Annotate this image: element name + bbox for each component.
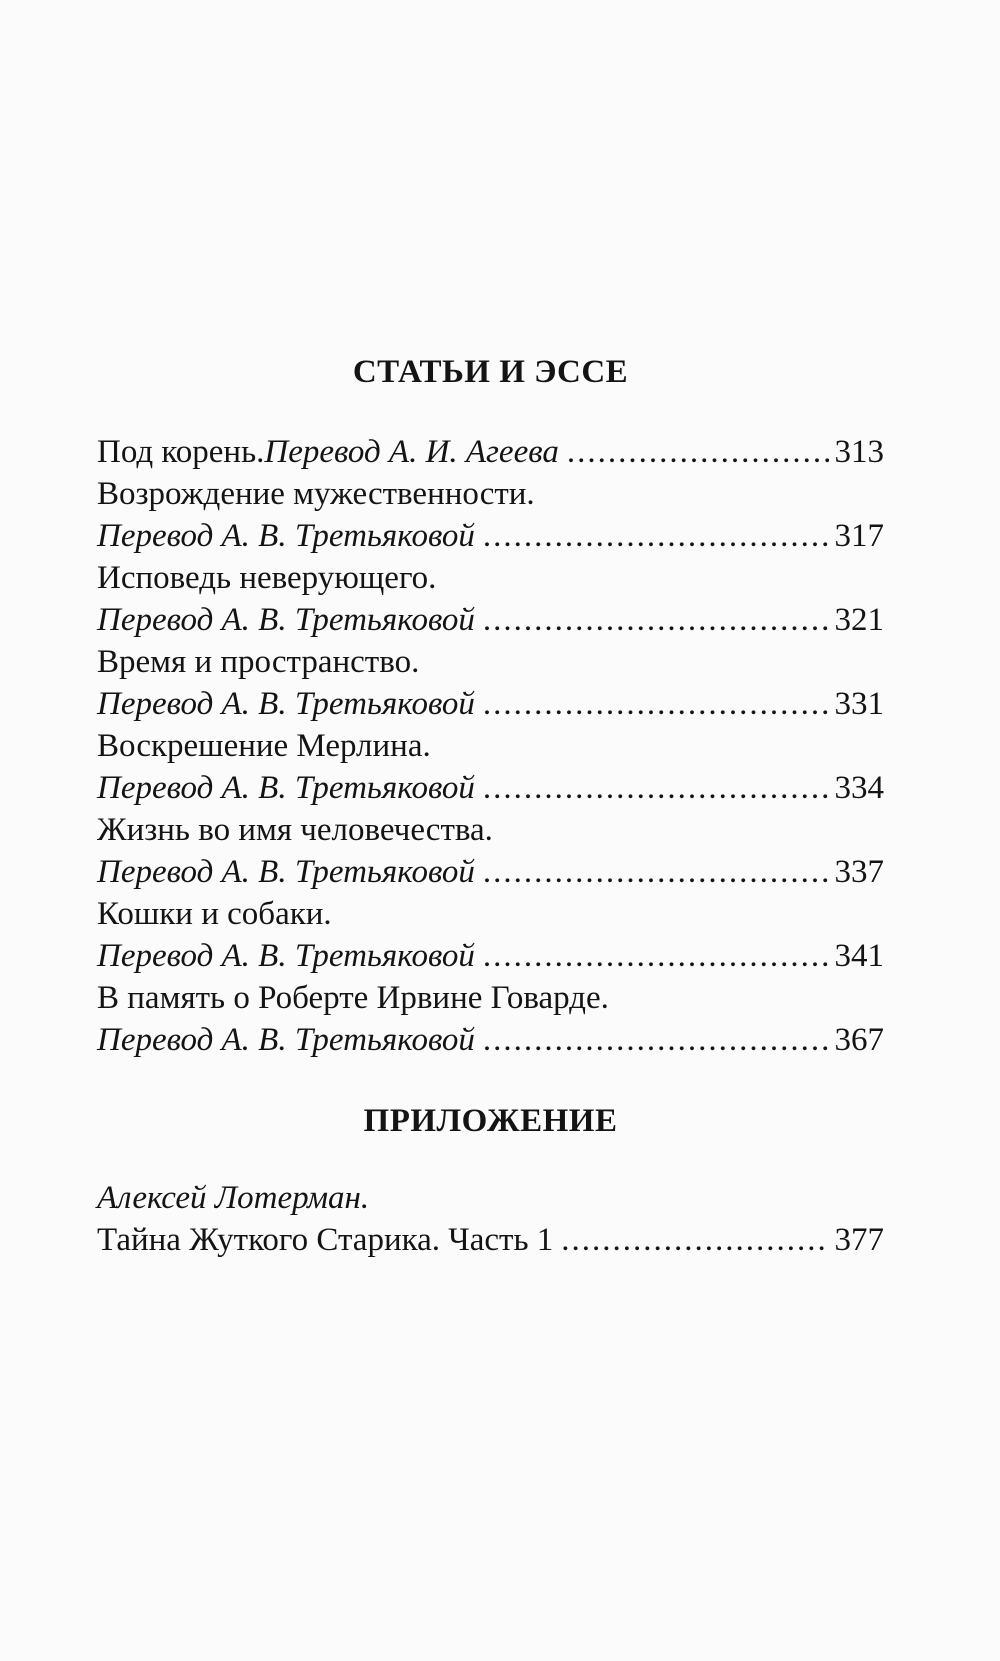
dot-leader — [483, 850, 829, 894]
toc-entry-title-line: Кошки и собаки. — [97, 896, 332, 932]
toc-entry-translator: Перевод А. В. Третьяковой — [97, 602, 475, 638]
toc-entry-translator: Перевод А. В. Третьяковой — [97, 854, 475, 890]
toc-entry-author-line: Алексей Лотерман. — [97, 1180, 370, 1216]
toc-entry-translator: Перевод А. В. Третьяковой — [97, 1022, 475, 1058]
toc-entry-page: 321 — [834, 602, 884, 638]
dot-leader — [483, 766, 829, 810]
toc-entry-page: 317 — [834, 518, 884, 554]
toc-entry-title-line: Время и пространство. — [97, 644, 420, 680]
toc-entry-translator: Перевод А. В. Третьяковой — [97, 770, 475, 806]
toc-entry-page: 341 — [834, 938, 884, 974]
toc-entry-title: Тайна Жуткого Старика. Часть 1 — [97, 1222, 554, 1258]
toc-entry-page: 313 — [834, 434, 884, 470]
toc-entry-translator: Перевод А. В. Третьяковой — [97, 938, 475, 974]
section-heading-articles: СТАТЬИ И ЭССЕ — [352, 354, 629, 390]
toc-entry-translator-line — [97, 514, 884, 558]
toc-entry-page: 334 — [834, 770, 884, 806]
toc-entry-page: 377 — [834, 1222, 884, 1258]
toc-entry-title-line: Воскрешение Мерлина. — [97, 728, 431, 764]
toc-entry-title: Под корень. — [97, 434, 265, 470]
dot-leader — [483, 598, 829, 642]
dot-leader — [567, 430, 829, 474]
toc-entry-translator-line — [97, 850, 884, 894]
toc-entry-title-line: Возрождение мужественности. — [97, 476, 535, 512]
dot-leader — [483, 682, 829, 726]
toc-entry-pod-koren — [97, 430, 884, 474]
toc-entry-translator: Перевод А. И. Агеева — [264, 434, 559, 470]
toc-entry-translator: Перевод А. В. Третьяковой — [97, 686, 475, 722]
toc-entry-translator-line — [97, 598, 884, 642]
dot-leader — [483, 514, 829, 558]
toc-entry-translator-line — [97, 766, 884, 810]
toc-entry-translator-line — [97, 1018, 884, 1062]
toc-entry-page: 331 — [834, 686, 884, 722]
toc-entry-appendix — [97, 1218, 884, 1262]
toc-entry-title-line: Жизнь во имя человечества. — [97, 812, 493, 848]
toc-entry-title-line: Исповедь неверующего. — [97, 560, 437, 596]
toc-entry-translator: Перевод А. В. Третьяковой — [97, 518, 475, 554]
toc-entry-translator-line — [97, 934, 884, 978]
dot-leader — [483, 1018, 829, 1062]
section-heading-appendix: ПРИЛОЖЕНИЕ — [363, 1103, 618, 1139]
dot-leader — [561, 1218, 828, 1262]
toc-entry-page: 367 — [834, 1022, 884, 1058]
dot-leader — [483, 934, 829, 978]
toc-entry-translator-line — [97, 682, 884, 726]
toc-entry-title-line: В память о Роберте Ирвине Говарде. — [97, 980, 609, 1016]
toc-entry-page: 337 — [834, 854, 884, 890]
